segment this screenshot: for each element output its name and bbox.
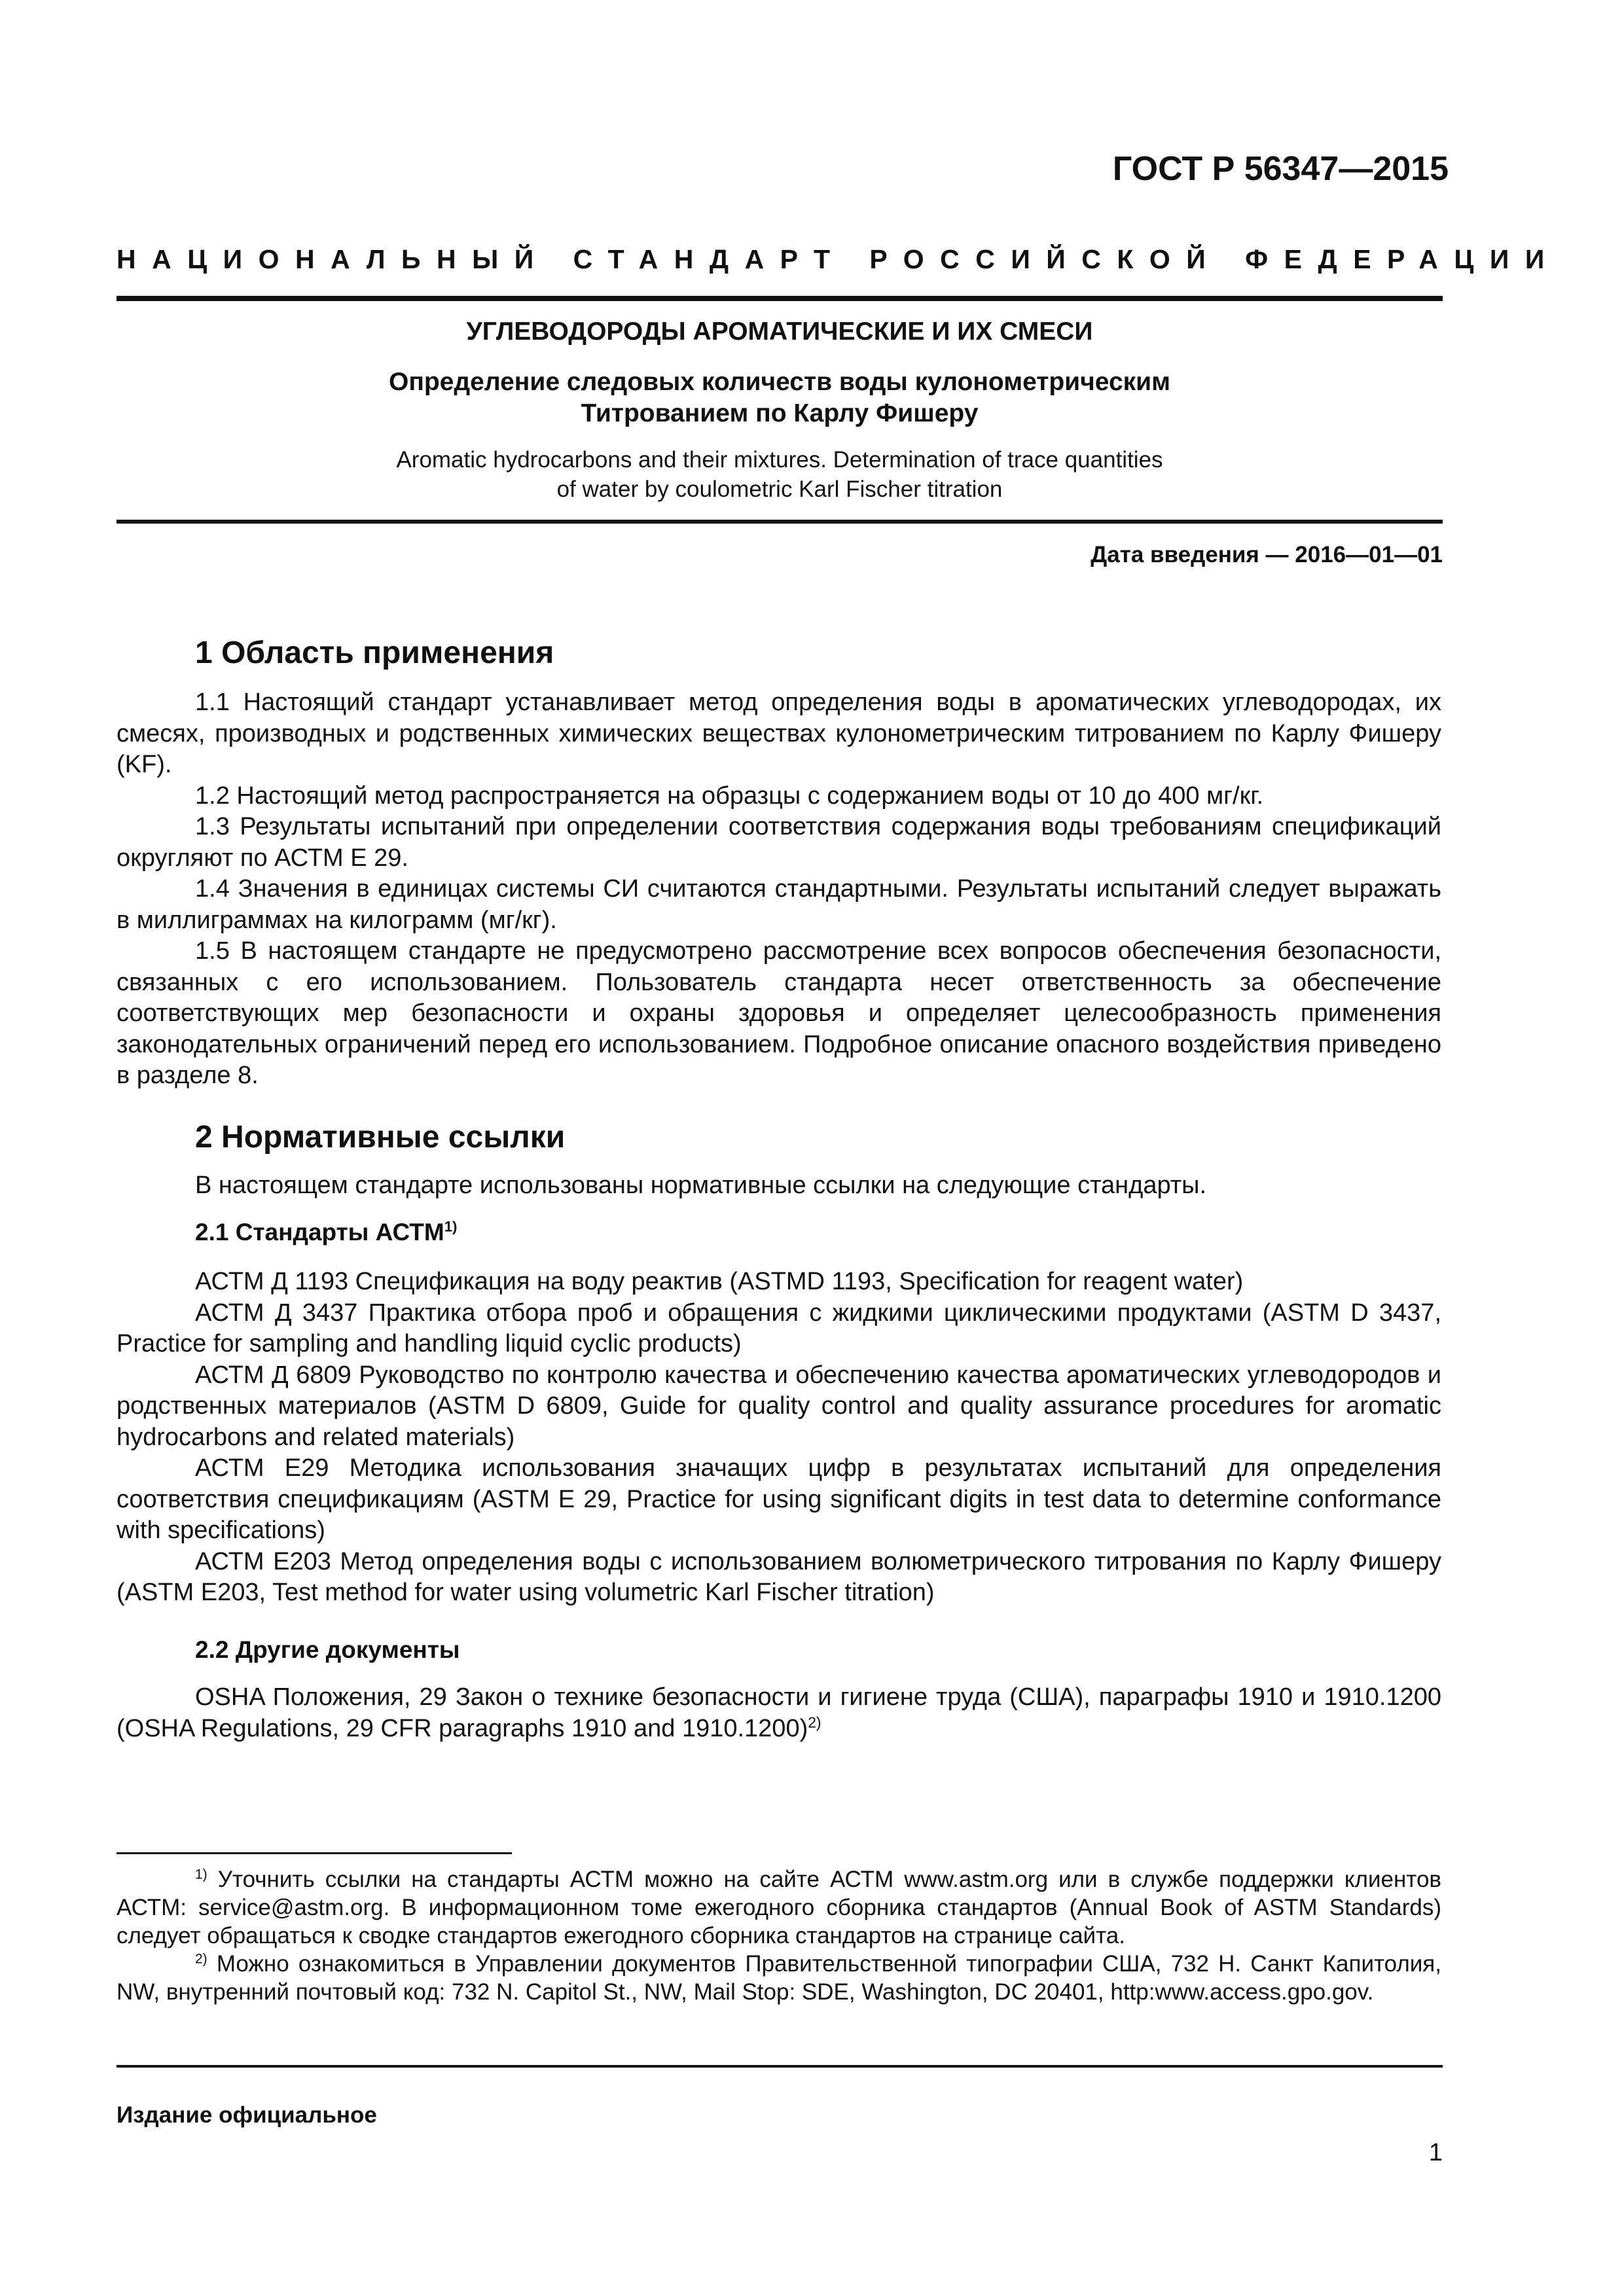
- paragraph-1-5: 1.5 В настоящем стандарте не предусмотрено рассмотрение всех вопросов обеспечения безопасности, связанных с его использованием. Пользователь стандарта несет ответственность за обеспечение соответствующих мер безопасности и охраны здоровья и определяет целесообразность применения законодательных ограничений перед его использованием. Подробное описание опасного воздействия приведено в разделе 8.: [117, 937, 1441, 1089]
- section-2-heading: 2 Нормативные ссылки: [195, 1120, 566, 1155]
- reference-astm-d6809: АСТМ Д 6809 Руководство по контролю качества и обеспечению качества ароматических углеводородов и родственных материалов (ASTM D 6809, Guide for quality control and quality assurance procedures for aromatic hydrocarbons and related materials): [117, 1361, 1441, 1451]
- official-edition-label: Издание официальное: [117, 2102, 377, 2128]
- footnote-separator: [117, 1852, 512, 1854]
- footnote-2-mark: 2): [195, 1951, 208, 1967]
- footnote-1: [117, 1865, 1441, 1950]
- section-2-intro-text: В настоящем стандарте использованы нормативные ссылки на следующие стандарты.: [195, 1172, 1207, 1199]
- paragraph-1-4: 1.4 Значения в единицах системы СИ считаются стандартными. Результаты испытаний следует выражать в миллиграммах на килограмм (мг/кг).: [117, 875, 1441, 934]
- section-1-heading: 1 Область применения: [195, 636, 554, 670]
- title-english-line-1: Aromatic hydrocarbons and their mixtures. Determination of trace quantities: [396, 447, 1163, 473]
- title-rule: [117, 520, 1443, 524]
- header-rule-thick: [117, 296, 1443, 301]
- footnotes: [117, 1865, 1441, 2006]
- title-main: УГЛЕВОДОРОДЫ АРОМАТИЧЕСКИЕ И ИХ СМЕСИ: [466, 317, 1093, 346]
- reference-osha: [117, 1682, 1441, 1744]
- footnote-1-mark: 1): [195, 1867, 208, 1882]
- title-english-line-2: of water by coulometric Karl Fischer titration: [556, 476, 1003, 502]
- introduction-date: Дата введения — 2016—01—01: [1091, 542, 1443, 567]
- reference-astm-d3437: АСТМ Д 3437 Практика отбора проб и обращения с жидкими циклическими продуктами (ASTM D 3437, Practice for sampling and handling liquid cyclic products): [117, 1299, 1441, 1357]
- reference-astm-d1193: АСТМ Д 1193 Спецификация на воду реактив (ASTMD 1193, Specification for reagent water): [195, 1268, 1244, 1295]
- other-documents: [117, 1682, 1441, 1744]
- title-english: [117, 445, 1443, 504]
- reference-astm-e203: АСТМ Е203 Метод определения воды с использованием волюметрического титрования по Карлу Фишеру (ASTM E203, Test method for water using volumetric Karl Fischer titration): [117, 1547, 1441, 1606]
- reference-astm-e29: АСТМ Е29 Методика использования значащих цифр в результатах испытаний для определения соответствия спецификациям (ASTM E 29, Practice for using significant digits in test data to determine conformance with specifications): [117, 1454, 1441, 1544]
- paragraph-1-2: 1.2 Настоящий метод распространяется на образцы с содержанием воды от 10 до 400 мг/кг.: [195, 781, 1263, 810]
- document-number: ГОСТ Р 56347—2015: [1112, 150, 1449, 188]
- title-subtitle: [117, 367, 1443, 429]
- footnote-2: [117, 1950, 1441, 2006]
- section-2-intro: [117, 1170, 1441, 1202]
- subsection-2-1-title: 2.1 Стандарты АСТМ: [195, 1219, 444, 1246]
- section-1-body: [117, 687, 1441, 1092]
- subsection-2-2-heading: 2.2 Другие документы: [195, 1636, 460, 1663]
- reference-osha-text: OSHA Положения, 29 Закон о технике безопасности и гигиене труда (США), параграфы 1910 и 1910.1200 (OSHA Regulations, 29 CFR paragraphs 1910 and 1910.1200): [117, 1683, 1441, 1742]
- subsection-2-1-heading: [195, 1219, 457, 1246]
- footnote-ref-2: 2): [808, 1713, 821, 1731]
- paragraph-1-3: 1.3 Результаты испытаний при определении соответствия содержания воды требованиям спецификаций округляют по АСТМ Е 29.: [117, 813, 1441, 872]
- footnote-2-text: Можно ознакомиться в Управлении документов Правительственной типографии США, 732 Н. Санкт Капитолия, NW, внутренний почтовый код: 732 N. Capitol St., NW, Mail Stop: SDE, Washington, DC 20401, http:www.access.gpo.gov.: [117, 1951, 1441, 2005]
- footnote-ref-1: 1): [444, 1218, 458, 1235]
- page-number: 1: [1428, 2139, 1443, 2166]
- paragraph-1-1: 1.1 Настоящий стандарт устанавливает метод определения воды в ароматических углеводородах, их смесях, производных и родственных химических веществах кулонометрическим титрованием по Карлу Фишеру (KF).: [117, 689, 1441, 778]
- footer-rule: [117, 2065, 1443, 2068]
- title-subtitle-line-2: Титрованием по Карлу Фишеру: [581, 399, 979, 427]
- astm-references: [117, 1266, 1441, 1609]
- national-standard-banner: НАЦИОНАЛЬНЫЙ СТАНДАРТ РОССИЙСКОЙ ФЕДЕРАЦИИ: [117, 244, 1561, 274]
- title-subtitle-line-1: Определение следовых количеств воды кулонометрическим: [389, 368, 1170, 396]
- footnote-1-text: Уточнить ссылки на стандарты АСТМ можно на сайте АСТМ www.astm.org или в службе поддержки клиентов АСТМ: service@astm.org. В информационном томе ежегодного сборника стандартов (Annual Book of ASTM Standards) следует обращаться к сводке стандартов ежегодного сборника стандартов на странице сайта.: [117, 1867, 1441, 1948]
